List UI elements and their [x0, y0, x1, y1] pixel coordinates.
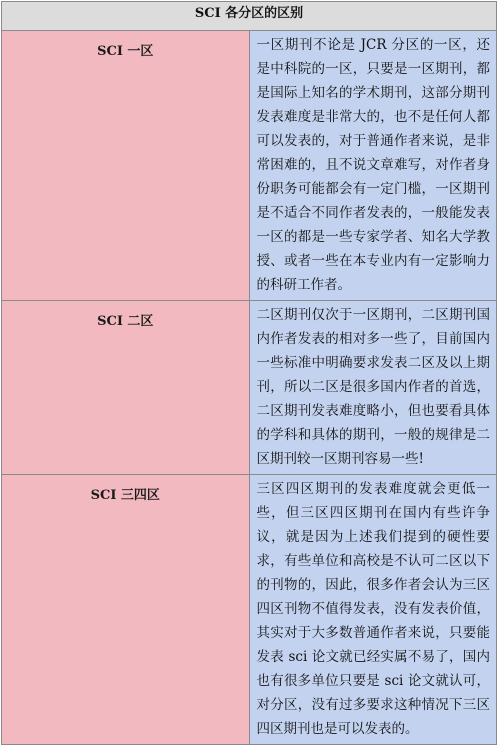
zone-description-1: 一区期刊不论是 JCR 分区的一区，还是中科院的一区，只要是一区期刊，都是国际上知名的学术期刊，这部分期刊发表难度是非常大的，也不是任何人都可以发表的，对于普通作者来说，是非常困难的，且不说文章难写，对作者身份职务可能都会有一定门槛，一区期刊是不适合不同作者发表的，一般能发表一区的都是一些专家学者、知名大学教授、或者一些在本专业内有一定影响力的科研工作者。 [249, 31, 497, 301]
zone-label-2: SCI 二区 [2, 301, 250, 475]
table-row [2, 31, 497, 301]
zone-label-1: SCI 一区 [2, 31, 250, 301]
zone-label-3: SCI 三四区 [2, 475, 250, 745]
table-row [2, 301, 497, 475]
table-header-row [2, 2, 497, 31]
table-row [2, 475, 497, 745]
zone-description-2: 二区期刊仅次于一区期刊，二区期刊国内作者发表的相对多一些了，目前国内一些标准中明确要求发表二区及以上期刊，所以二区是很多国内作者的首选，二区期刊发表难度略小，但也要看具体的学科和具体的期刊，一般的规律是二区期刊较一区期刊容易一些! [249, 301, 497, 475]
sci-zones-table [1, 1, 497, 745]
zone-description-3: 三区四区期刊的发表难度就会更低一些，但三区四区期刊在国内有些许争议，就是因为上述我们提到的硬性要求，有些单位和高校是不认可二区以下的刊物的，因此，很多作者会认为三区四区刊物不值得发表，没有发表价值，其实对于大多数普通作者来说，只要能发表 sci 论文就已经实属不易了，国内也有很多单位只要是 sci 论文就认可，对分区，没有过多要求这种情况下三区四区期刊也是可以发表的。 [249, 475, 497, 745]
table-title: SCI 各分区的区别 [2, 2, 497, 31]
